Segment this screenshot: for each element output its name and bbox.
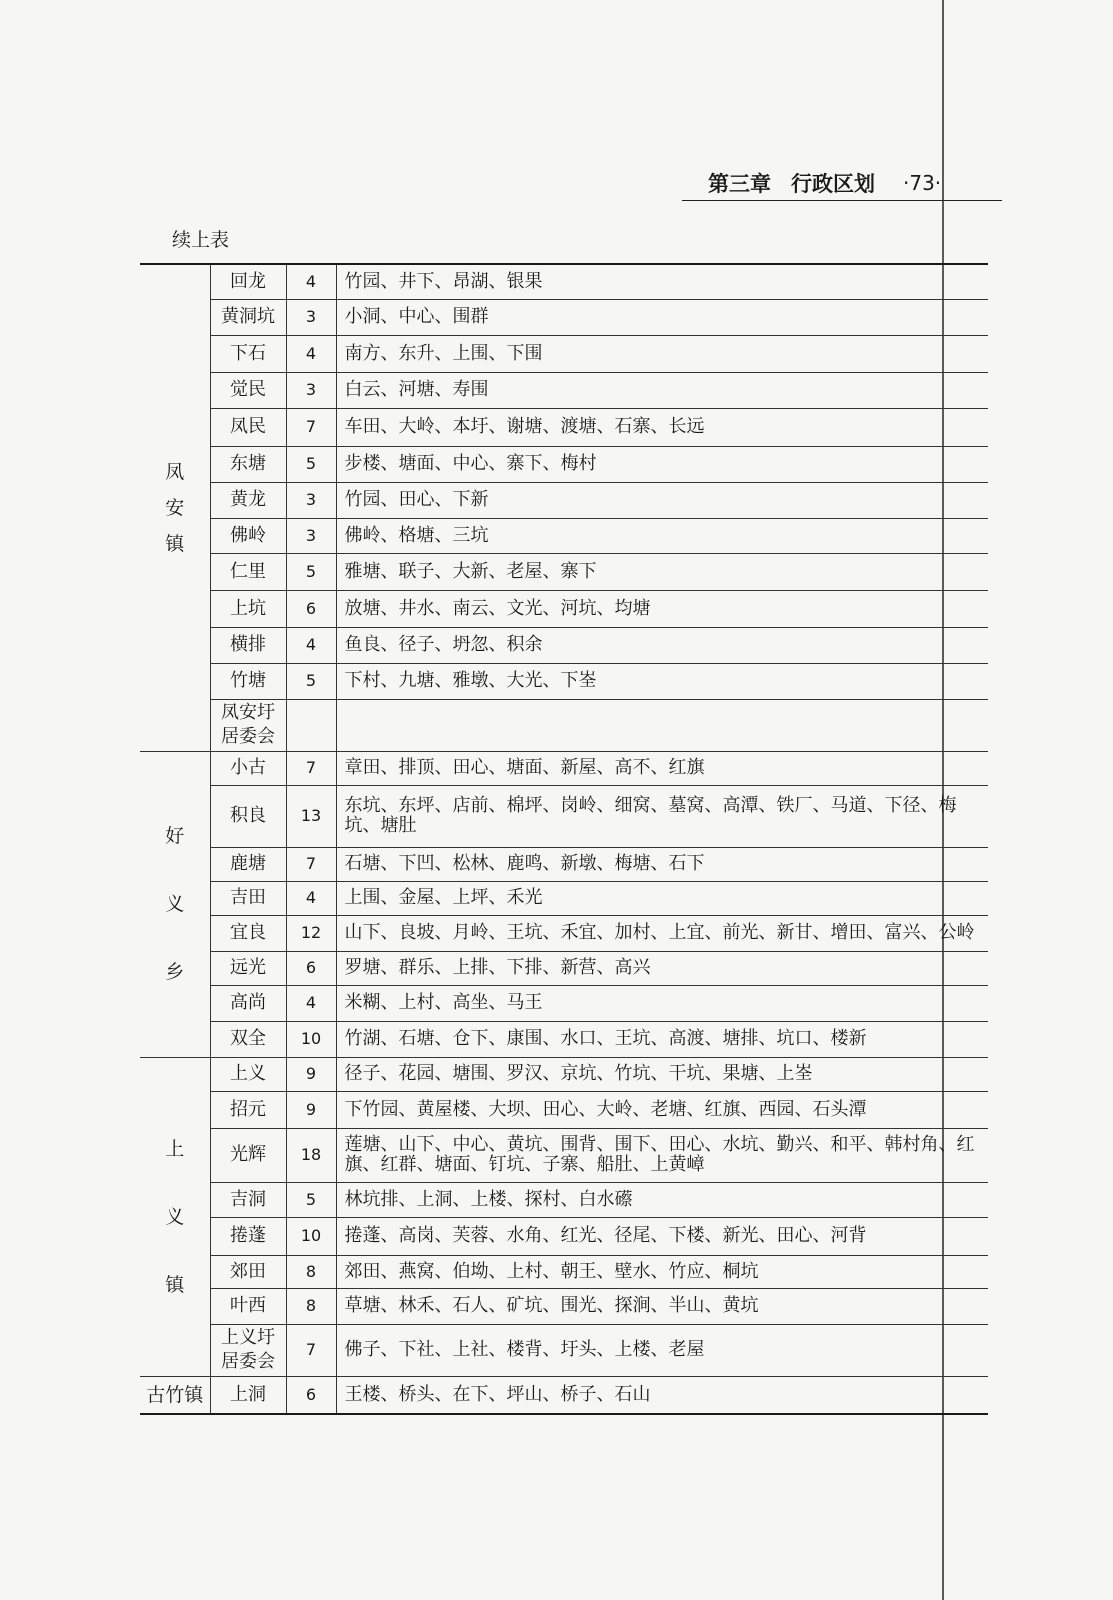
table-row bbox=[140, 335, 988, 372]
table-row bbox=[140, 482, 988, 518]
village-name: 上坑 bbox=[210, 590, 286, 627]
table-row bbox=[140, 785, 988, 847]
village-name: 高尚 bbox=[210, 985, 286, 1021]
table-row bbox=[140, 751, 988, 785]
village-name: 上义 bbox=[210, 1057, 286, 1091]
group-count: 10 bbox=[286, 1021, 336, 1057]
group-count: 18 bbox=[286, 1128, 336, 1182]
natural-village-names: 白云、河塘、寿围 bbox=[336, 372, 988, 408]
table-row bbox=[140, 1021, 988, 1057]
table-row bbox=[140, 299, 988, 335]
natural-village-names: 东坑、东坪、店前、棉坪、岗岭、细窝、墓窝、高潭、铁厂、马道、下径、梅坑、塘肚 bbox=[336, 785, 988, 847]
group-count: 4 bbox=[286, 264, 336, 299]
group-count: 5 bbox=[286, 1182, 336, 1217]
village-name: 黄洞坑 bbox=[210, 299, 286, 335]
chapter-number: 第三章 bbox=[708, 172, 771, 196]
natural-village-names: 捲蓬、高岗、芙蓉、水角、红光、径尾、下楼、新光、田心、河背 bbox=[336, 1217, 988, 1255]
natural-village-names: 雅塘、联子、大新、老屋、寨下 bbox=[336, 553, 988, 590]
natural-village-names: 南方、东升、上围、下围 bbox=[336, 335, 988, 372]
natural-village-names bbox=[336, 699, 988, 751]
group-count: 7 bbox=[286, 408, 336, 446]
table-row bbox=[140, 590, 988, 627]
group-count: 12 bbox=[286, 915, 336, 951]
page-number: ·73· bbox=[903, 171, 942, 195]
group-count: 6 bbox=[286, 590, 336, 627]
village-name: 吉洞 bbox=[210, 1182, 286, 1217]
group-count: 4 bbox=[286, 985, 336, 1021]
village-name: 凤民 bbox=[210, 408, 286, 446]
table-row bbox=[140, 1128, 988, 1182]
table-row bbox=[140, 881, 988, 915]
natural-village-names: 章田、排顶、田心、塘面、新屋、高不、红旗 bbox=[336, 751, 988, 785]
natural-village-names: 莲塘、山下、中心、黄坑、围背、围下、田心、水坑、勤兴、和平、韩村角、红旗、红群、塘面、钉坑、子寨、船肚、上黄嶂 bbox=[336, 1128, 988, 1182]
natural-village-names: 下竹园、黄屋楼、大坝、田心、大岭、老塘、红旗、西园、石头潭 bbox=[336, 1091, 988, 1128]
group-count: 13 bbox=[286, 785, 336, 847]
natural-village-names: 草塘、林禾、石人、矿坑、围光、探涧、半山、黄坑 bbox=[336, 1288, 988, 1324]
natural-village-names: 佛岭、格塘、三坑 bbox=[336, 518, 988, 553]
natural-village-names: 下村、九塘、雅墩、大光、下峑 bbox=[336, 663, 988, 699]
village-name: 宜良 bbox=[210, 915, 286, 951]
natural-village-names: 小洞、中心、围群 bbox=[336, 299, 988, 335]
village-name: 佛岭 bbox=[210, 518, 286, 553]
town-name: 好 义 乡 bbox=[140, 751, 210, 1057]
group-count: 4 bbox=[286, 881, 336, 915]
village-name: 觉民 bbox=[210, 372, 286, 408]
village-name: 吉田 bbox=[210, 881, 286, 915]
natural-village-names: 佛子、下社、上社、楼背、圩头、上楼、老屋 bbox=[336, 1324, 988, 1376]
group-count: 6 bbox=[286, 951, 336, 985]
village-name: 上义圩 居委会 bbox=[210, 1324, 286, 1376]
natural-village-names: 罗塘、群乐、上排、下排、新营、高兴 bbox=[336, 951, 988, 985]
village-name: 光辉 bbox=[210, 1128, 286, 1182]
group-count bbox=[286, 699, 336, 751]
town-name: 古竹镇 bbox=[140, 1376, 210, 1414]
town-name: 上 义 镇 bbox=[140, 1057, 210, 1376]
table-row bbox=[140, 1288, 988, 1324]
village-name: 仁里 bbox=[210, 553, 286, 590]
group-count: 3 bbox=[286, 299, 336, 335]
natural-village-names: 竹园、井下、昂湖、银果 bbox=[336, 264, 988, 299]
group-count: 8 bbox=[286, 1288, 336, 1324]
natural-village-names: 山下、良坡、月岭、王坑、禾宜、加村、上宜、前光、新甘、增田、富兴、公岭 bbox=[336, 915, 988, 951]
table-row bbox=[140, 847, 988, 881]
table-row bbox=[140, 1217, 988, 1255]
natural-village-names: 步楼、塘面、中心、寨下、梅村 bbox=[336, 446, 988, 482]
town-name: 凤 安 镇 bbox=[140, 264, 210, 751]
natural-village-names: 放塘、井水、南云、文光、河坑、均塘 bbox=[336, 590, 988, 627]
group-count: 3 bbox=[286, 518, 336, 553]
table-row bbox=[140, 985, 988, 1021]
natural-village-names: 上围、金屋、上坪、禾光 bbox=[336, 881, 988, 915]
table-row bbox=[140, 627, 988, 663]
natural-village-names: 郊田、燕窝、伯坳、上村、朝王、壁水、竹应、桐坑 bbox=[336, 1255, 988, 1288]
natural-village-names: 石塘、下凹、松林、鹿鸣、新墩、梅塘、石下 bbox=[336, 847, 988, 881]
group-count: 7 bbox=[286, 751, 336, 785]
group-count: 7 bbox=[286, 1324, 336, 1376]
natural-village-names: 鱼良、径子、坍忽、积余 bbox=[336, 627, 988, 663]
table-row bbox=[140, 264, 988, 299]
village-name: 凤安圩 居委会 bbox=[210, 699, 286, 751]
group-count: 9 bbox=[286, 1057, 336, 1091]
natural-village-names: 米糊、上村、高坐、马王 bbox=[336, 985, 988, 1021]
group-count: 5 bbox=[286, 446, 336, 482]
group-count: 5 bbox=[286, 663, 336, 699]
continued-label: 续上表 bbox=[172, 229, 230, 251]
table-row bbox=[140, 1182, 988, 1217]
table-row bbox=[140, 699, 988, 751]
village-name: 远光 bbox=[210, 951, 286, 985]
table-row bbox=[140, 1255, 988, 1288]
table-row bbox=[140, 446, 988, 482]
group-count: 4 bbox=[286, 627, 336, 663]
group-count: 5 bbox=[286, 553, 336, 590]
group-count: 10 bbox=[286, 1217, 336, 1255]
page-header bbox=[682, 166, 1002, 201]
village-name: 东塘 bbox=[210, 446, 286, 482]
natural-village-names: 林坑排、上洞、上楼、探村、白水礤 bbox=[336, 1182, 988, 1217]
table-row bbox=[140, 915, 988, 951]
village-table bbox=[140, 263, 988, 1415]
village-name: 下石 bbox=[210, 335, 286, 372]
group-count: 3 bbox=[286, 372, 336, 408]
group-count: 8 bbox=[286, 1255, 336, 1288]
table-row bbox=[140, 553, 988, 590]
table-row bbox=[140, 1091, 988, 1128]
village-name: 上洞 bbox=[210, 1376, 286, 1414]
table-row bbox=[140, 951, 988, 985]
village-name: 回龙 bbox=[210, 264, 286, 299]
village-name: 鹿塘 bbox=[210, 847, 286, 881]
group-count: 6 bbox=[286, 1376, 336, 1414]
table-row bbox=[140, 663, 988, 699]
natural-village-names: 竹湖、石塘、仓下、康围、水口、王坑、高渡、塘排、坑口、楼新 bbox=[336, 1021, 988, 1057]
natural-village-names: 径子、花园、塘围、罗汉、京坑、竹坑、干坑、果塘、上峑 bbox=[336, 1057, 988, 1091]
natural-village-names: 车田、大岭、本圩、谢塘、渡塘、石寨、长远 bbox=[336, 408, 988, 446]
chapter-title: 行政区划 bbox=[791, 172, 875, 196]
table-row bbox=[140, 1324, 988, 1376]
village-name: 双全 bbox=[210, 1021, 286, 1057]
table-row bbox=[140, 1376, 988, 1414]
group-count: 4 bbox=[286, 335, 336, 372]
village-name: 叶西 bbox=[210, 1288, 286, 1324]
natural-village-names: 王楼、桥头、在下、坪山、桥子、石山 bbox=[336, 1376, 988, 1414]
village-name: 黄龙 bbox=[210, 482, 286, 518]
village-name: 积良 bbox=[210, 785, 286, 847]
village-name: 捲蓬 bbox=[210, 1217, 286, 1255]
table-row bbox=[140, 518, 988, 553]
village-name: 横排 bbox=[210, 627, 286, 663]
table-row bbox=[140, 372, 988, 408]
village-name: 竹塘 bbox=[210, 663, 286, 699]
group-count: 9 bbox=[286, 1091, 336, 1128]
group-count: 7 bbox=[286, 847, 336, 881]
table-row bbox=[140, 408, 988, 446]
table-row bbox=[140, 1057, 988, 1091]
group-count: 3 bbox=[286, 482, 336, 518]
natural-village-names: 竹园、田心、下新 bbox=[336, 482, 988, 518]
village-name: 郊田 bbox=[210, 1255, 286, 1288]
village-name: 招元 bbox=[210, 1091, 286, 1128]
village-name: 小古 bbox=[210, 751, 286, 785]
